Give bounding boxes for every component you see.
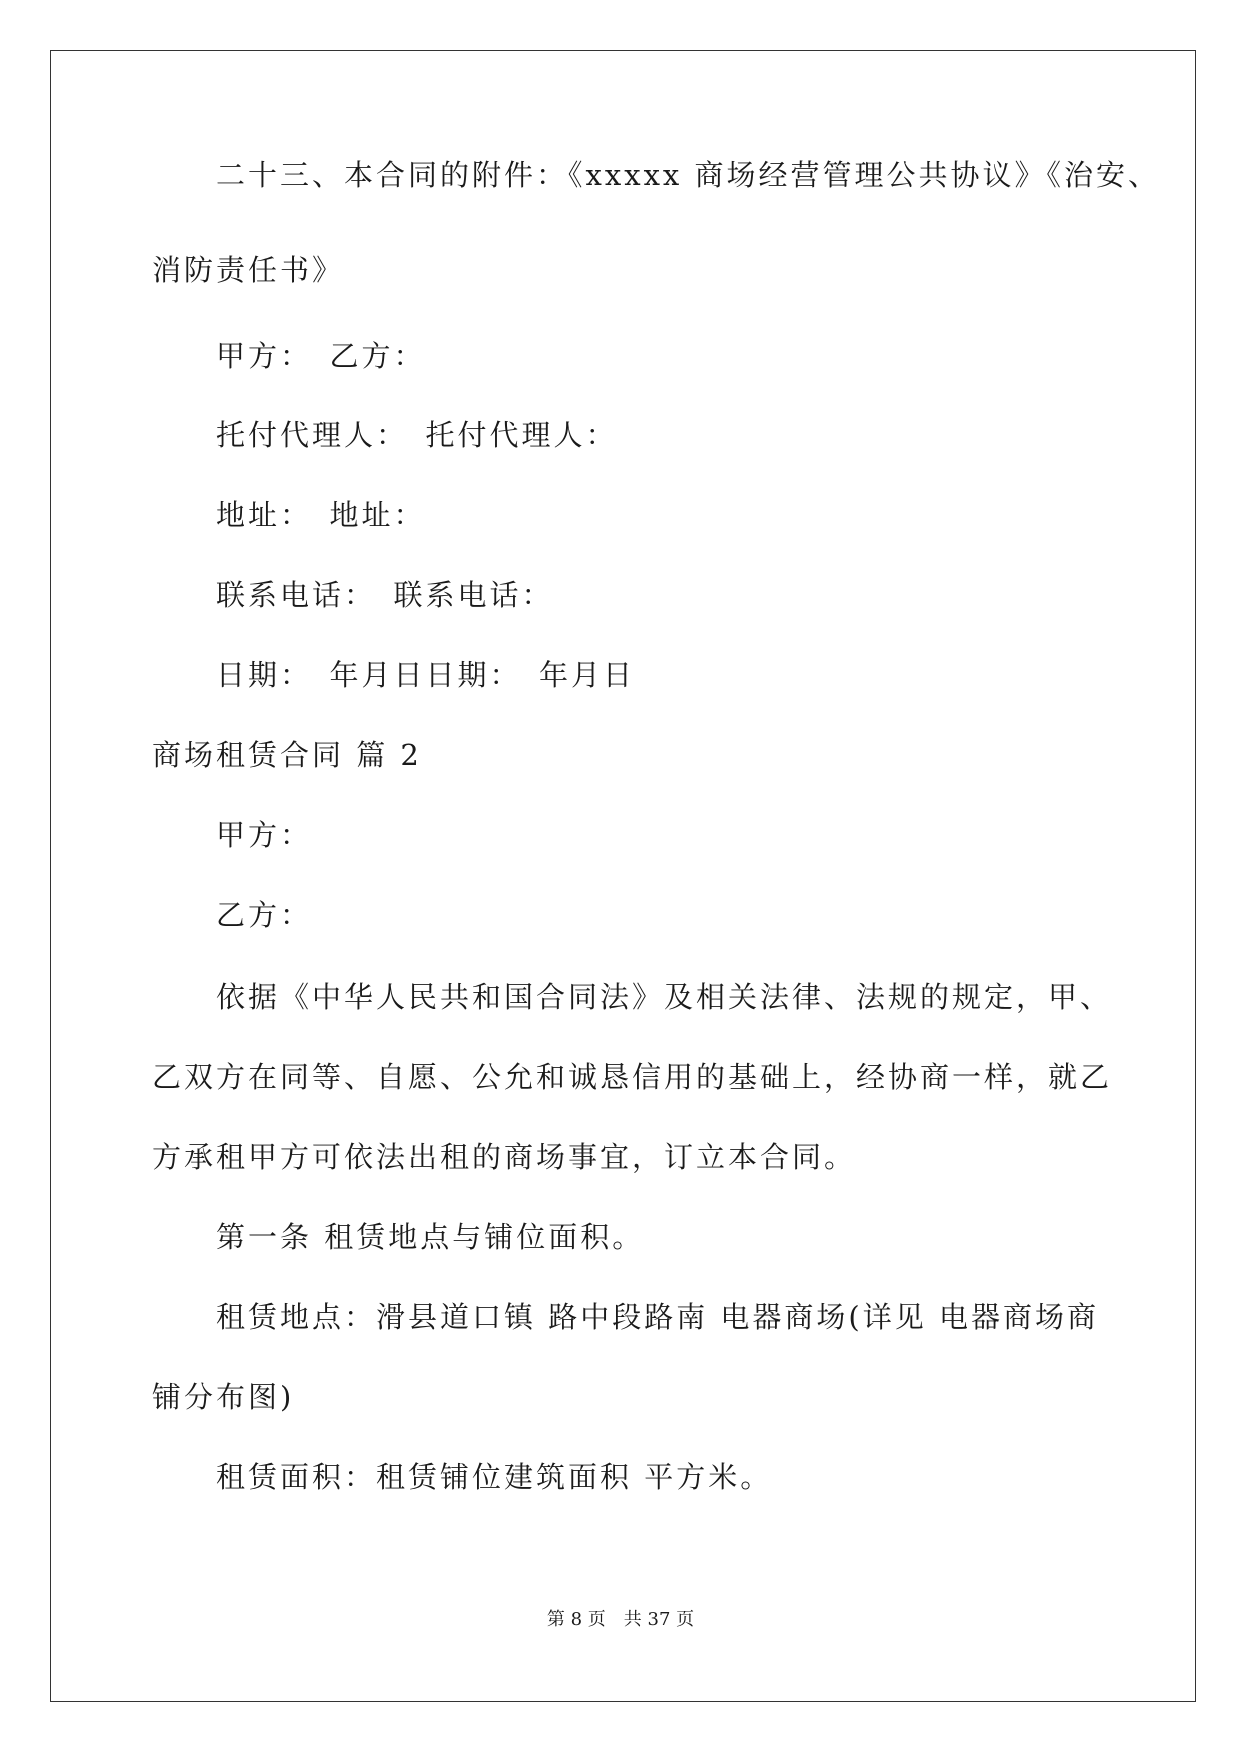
- text-line-appendix: 二十三、本合同的附件：《xxxxx 商场经营管理公共协议》《治安、: [216, 158, 1160, 192]
- section-title: 商场租赁合同 篇 2: [152, 738, 422, 772]
- text-line-appendix-cont: 消防责任书》: [152, 253, 345, 287]
- text-line-parties: 甲方： 乙方：: [216, 339, 426, 373]
- text-line-agents: 托付代理人： 托付代理人：: [216, 418, 618, 452]
- article-heading: 第一条 租赁地点与铺位面积。: [216, 1220, 645, 1254]
- text-line-area: 租赁面积：租赁铺位建筑面积 平方米。: [216, 1460, 773, 1494]
- page-frame: [50, 50, 1196, 1702]
- text-line-party-a: 甲方：: [216, 818, 313, 852]
- page-number: 第 8 页 共 37 页: [546, 1609, 695, 1630]
- text-line-preamble-2: 乙双方在同等、自愿、公允和诚恳信用的基础上，经协商一样，就乙: [152, 1060, 1113, 1094]
- text-line-location: 租赁地点：滑县道口镇 路中段路南 电器商场(详见 电器商场商: [216, 1300, 1099, 1334]
- text-line-date: 日期： 年月日日期： 年月日: [216, 658, 636, 692]
- text-line-preamble-3: 方承租甲方可依法出租的商场事宜，订立本合同。: [152, 1140, 857, 1174]
- text-line-phone: 联系电话： 联系电话：: [216, 578, 554, 612]
- text-line-preamble-1: 依据《中华人民共和国合同法》及相关法律、法规的规定，甲、: [216, 980, 1113, 1014]
- text-line-location-cont: 铺分布图): [152, 1380, 295, 1414]
- text-line-address: 地址： 地址：: [216, 498, 426, 532]
- text-line-party-b: 乙方：: [216, 898, 313, 932]
